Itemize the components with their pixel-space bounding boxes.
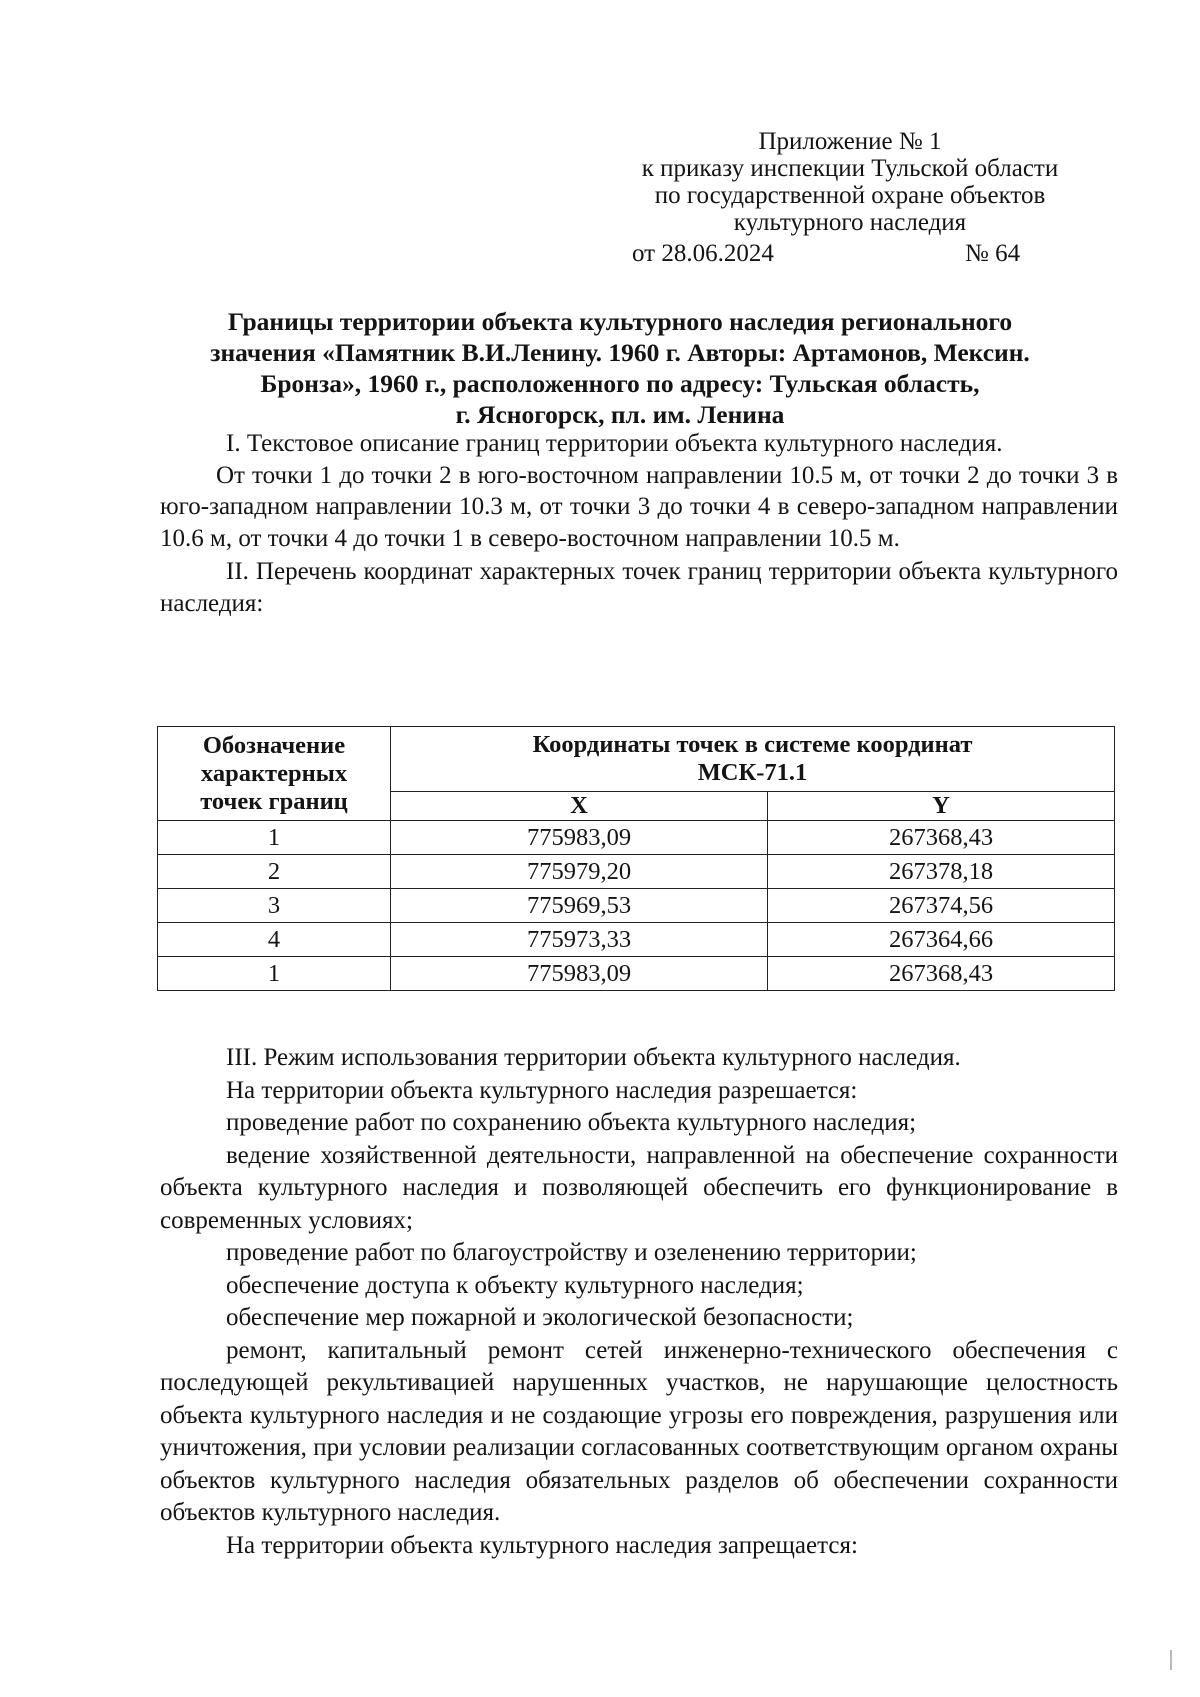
col-header-coordinates bbox=[391, 727, 1115, 792]
cell-x: 775973,33 bbox=[391, 923, 768, 957]
section-1 bbox=[160, 428, 1118, 620]
allowed-item: проведение работ по сохранению объекта культурного наследия; bbox=[226, 1109, 917, 1136]
cell-y: 267368,43 bbox=[768, 821, 1115, 855]
allowed-item: ведение хозяйственной деятельности, направленной на обеспечение сохранности объекта культурного наследия и позволяющей обеспечить его функционирование в современных условиях; bbox=[160, 1141, 1118, 1234]
cell-point: 3 bbox=[158, 889, 391, 923]
col-header-points: Обозначение характерных точек границ bbox=[158, 727, 391, 821]
scan-mark bbox=[1170, 1650, 1172, 1670]
cell-point: 2 bbox=[158, 855, 391, 889]
section-1-heading: I. Текстовое описание границ территории объекта культурного наследия. bbox=[226, 430, 1003, 457]
order-number: № 64 bbox=[965, 240, 1021, 267]
col-header-y: Y bbox=[768, 792, 1115, 821]
appendix-line: по государственной охране объектов bbox=[654, 182, 1046, 209]
title-line: г. Ясногорск, пл. им. Ленина bbox=[455, 400, 785, 429]
coordinates-header-line: Координаты точек в системе координат bbox=[532, 731, 973, 758]
allowed-item: проведение работ по благоустройству и озеленению территории; bbox=[226, 1239, 917, 1266]
cell-x: 775983,09 bbox=[391, 957, 768, 991]
table-header-row bbox=[158, 727, 1115, 792]
document-title bbox=[160, 306, 1080, 430]
section-1-text: От точки 1 до точки 2 в юго-восточном направлении 10.5 м, от точки 2 до точки 3 в юго-западном направлении 10.3 м, от точки 3 до точки 4 в северо-западном направлении 10.6 м, от точки 4 до точки 1 в северо-восточном направлении 10.5 м. bbox=[160, 461, 1118, 552]
allowed-item: обеспечение доступа к объекту культурного наследия; bbox=[226, 1271, 804, 1299]
appendix-line: к приказу инспекции Тульской области bbox=[641, 155, 1059, 182]
allowed-item: ремонт, капитальный ремонт сетей инженерно-технического обеспечения с последующей рекультивацией нарушенных участков, не нарушающие целостность объекта культурного наследия и не создающие угрозы его повреждения, разрушения или уничтожения, при условии реализации согласованных соответствующим органом охраны объектов культурного наследия обязательных разделов об обеспечении сохранности объектов культурного наследия. bbox=[160, 1336, 1118, 1526]
forbidden-intro: На территории объекта культурного наследия запрещается: bbox=[226, 1531, 858, 1559]
cell-point: 1 bbox=[158, 821, 391, 855]
col-header-x: X bbox=[391, 792, 768, 821]
cell-y: 267368,43 bbox=[768, 957, 1115, 991]
cell-x: 775983,09 bbox=[391, 821, 768, 855]
coordinates-header-line: МСК-71.1 bbox=[697, 759, 808, 786]
cell-y: 267364,66 bbox=[768, 923, 1115, 957]
allowed-item: обеспечение мер пожарной и экологической безопасности; bbox=[226, 1304, 854, 1331]
cell-y: 267374,56 bbox=[768, 889, 1115, 923]
allowed-intro: На территории объекта культурного наследия разрешается: bbox=[226, 1076, 858, 1104]
table-row bbox=[158, 889, 1115, 923]
title-line: значения «Памятник В.И.Ленину. 1960 г. Авторы: Артамонов, Мексин. bbox=[210, 338, 1030, 367]
appendix-header bbox=[600, 128, 1100, 236]
coordinates-table bbox=[157, 726, 1115, 991]
section-3-heading: III. Режим использования территории объекта культурного наследия. bbox=[226, 1044, 961, 1071]
table-row bbox=[158, 957, 1115, 991]
order-date: от 28.06.2024 bbox=[632, 240, 774, 267]
cell-x: 775969,53 bbox=[391, 889, 768, 923]
section-2-heading: II. Перечень координат характерных точек границ территории объекта культурного наследия: bbox=[160, 558, 1118, 617]
title-line: Бронза», 1960 г., расположенного по адресу: Тульская область, bbox=[260, 369, 980, 398]
cell-x: 775979,20 bbox=[391, 855, 768, 889]
table-row bbox=[158, 923, 1115, 957]
table-row bbox=[158, 821, 1115, 855]
title-line: Границы территории объекта культурного наследия регионального bbox=[227, 307, 1013, 336]
section-3 bbox=[160, 1042, 1118, 1562]
appendix-line: культурного наследия bbox=[733, 209, 967, 236]
appendix-line: Приложение № 1 bbox=[758, 128, 942, 155]
table-row bbox=[158, 855, 1115, 889]
cell-y: 267378,18 bbox=[768, 855, 1115, 889]
cell-point: 1 bbox=[158, 957, 391, 991]
cell-point: 4 bbox=[158, 923, 391, 957]
